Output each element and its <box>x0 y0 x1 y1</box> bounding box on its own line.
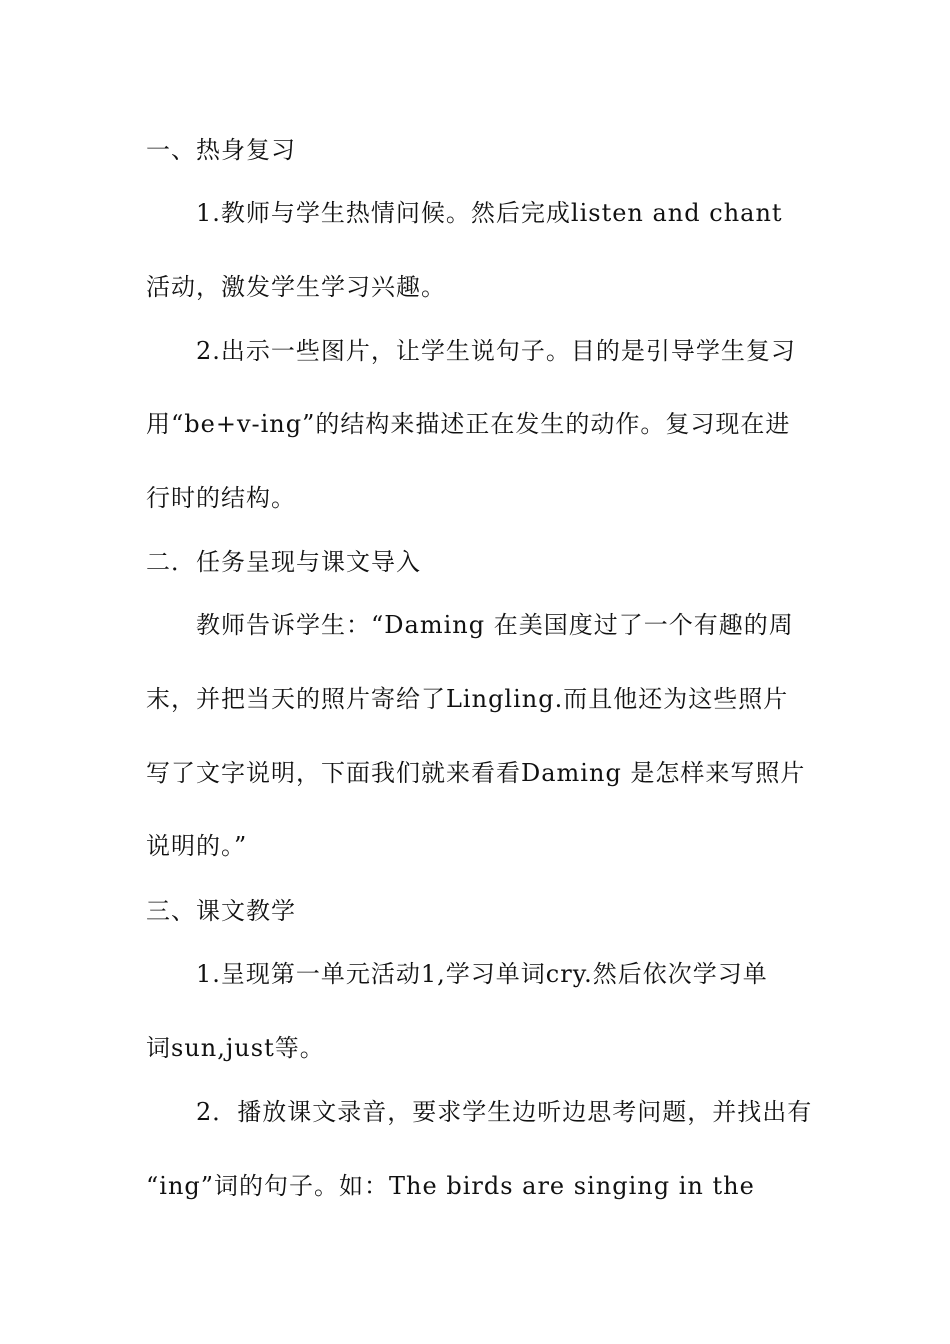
paragraph-line: 词sun,just等。 <box>146 1034 325 1062</box>
paragraph-line: 行时的结构。 <box>146 484 296 512</box>
paragraph-line: 写了文字说明，下面我们就来看看Daming 是怎样来写照片 <box>146 759 806 787</box>
section-heading-task: 二．任务呈现与课文导入 <box>146 548 421 576</box>
paragraph-line: 1.呈现第一单元活动1,学习单词cry.然后依次学习单 <box>196 960 768 988</box>
paragraph-line: 1.教师与学生热情问候。然后完成listen and chant <box>196 199 783 227</box>
paragraph-line: 2.出示一些图片，让学生说句子。目的是引导学生复习 <box>196 337 796 365</box>
section-heading-lesson: 三、课文教学 <box>146 897 296 925</box>
paragraph-line: 末，并把当天的照片寄给了Lingling.而且他还为这些照片 <box>146 685 789 713</box>
paragraph-line: “ing”词的句子。如：The birds are singing in the <box>146 1172 755 1200</box>
paragraph-line: 用“be+v-ing”的结构来描述正在发生的动作。复习现在进 <box>146 410 791 438</box>
paragraph-line: 2．播放课文录音，要求学生边听边思考问题，并找出有 <box>196 1098 813 1126</box>
paragraph-line: 活动，激发学生学习兴趣。 <box>146 273 446 301</box>
paragraph-line: 教师告诉学生：“Daming 在美国度过了一个有趣的周 <box>196 611 794 639</box>
section-heading-warmup: 一、热身复习 <box>146 136 296 164</box>
paragraph-line: 说明的。” <box>146 832 248 860</box>
